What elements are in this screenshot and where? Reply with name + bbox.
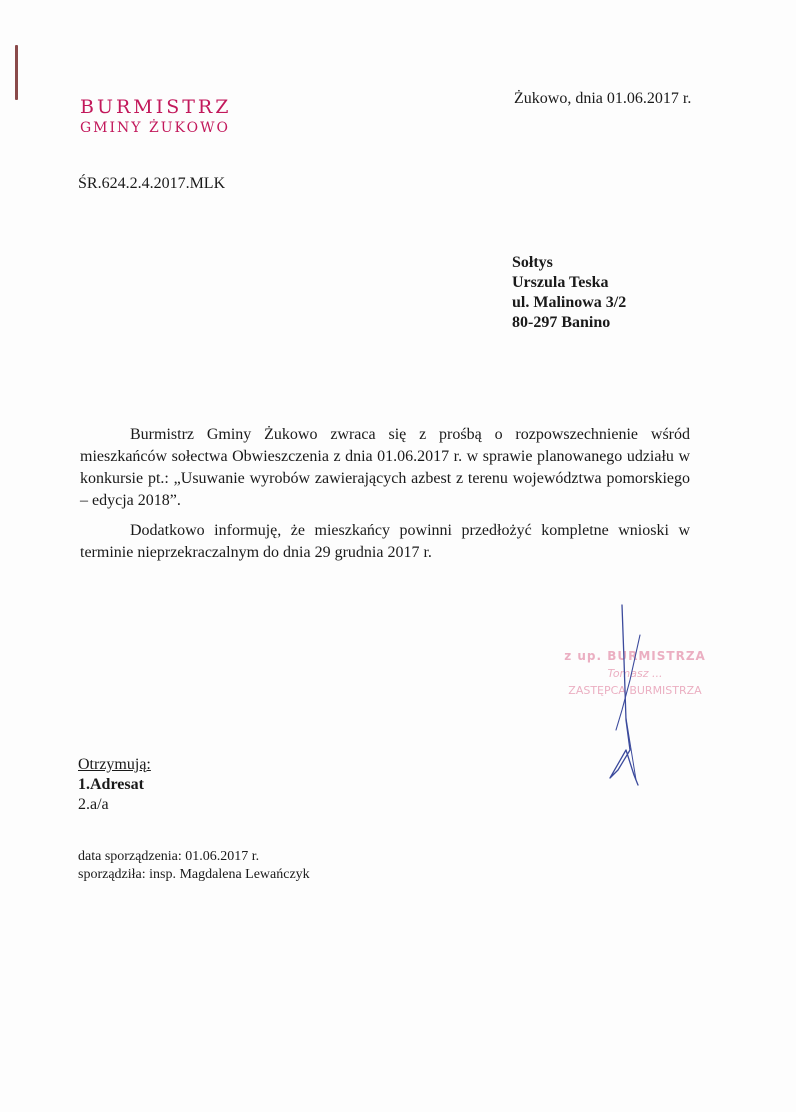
body-paragraph: Dodatkowo informuję, że mieszkańcy powinni przedłożyć kompletne wnioski w terminie nieprzekraczalnym do dnia 29 grudnia 2017 r. <box>80 522 690 561</box>
body-paragraph: Burmistrz Gminy Żukowo zwraca się z prośbą o rozpowszechnienie wśród mieszkańców sołectwa Obwieszczenia z dnia 01.06.2017 r. w sprawie planowanego udziału w konkursie pt.: „Usuwanie wyrobów zawierających azbest z terenu województwa pomorskiego – edycja 2018”. <box>80 426 690 509</box>
signature-stamp-line3: ZASTĘPCA BURMISTRZA <box>568 684 702 697</box>
handwritten-signature <box>600 600 660 790</box>
footer-block <box>78 848 310 884</box>
office-stamp <box>80 95 231 137</box>
addressee-line: 80-297 Banino <box>512 314 611 331</box>
signature-stamp-line1: z up. BURMISTRZA <box>564 649 706 663</box>
addressee-line: Sołtys <box>512 254 553 271</box>
reference-number: ŚR.624.2.4.2017.MLK <box>78 175 226 192</box>
prepared-date: data sporządzenia: 01.06.2017 r. <box>78 849 260 864</box>
office-stamp-line1: BURMISTRZ <box>80 96 232 118</box>
recipients-heading: Otrzymują: <box>78 756 151 773</box>
addressee-line: ul. Malinowa 3/2 <box>512 294 627 311</box>
binder-mark <box>15 45 18 100</box>
place-date: Żukowo, dnia 01.06.2017 r. <box>514 90 692 107</box>
office-stamp-line2: GMINY ŻUKOWO <box>80 120 230 136</box>
addressee-block <box>512 253 626 333</box>
recipients-block <box>78 755 151 815</box>
recipient-item: 2.a/a <box>78 796 109 813</box>
prepared-by: sporządziła: insp. Magdalena Lewańczyk <box>78 867 310 882</box>
addressee-line: Urszula Teska <box>512 274 609 291</box>
recipient-item: 1.Adresat <box>78 776 144 793</box>
signature-stamp-line2: Tomasz ... <box>607 667 663 680</box>
letter-body <box>80 424 690 572</box>
